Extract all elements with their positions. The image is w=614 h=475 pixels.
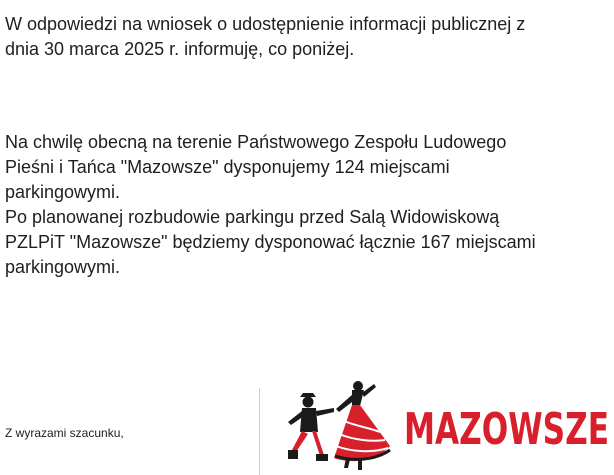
intro-paragraph bbox=[5, 12, 525, 62]
closing-salutation: Z wyrazami szacunku, bbox=[5, 426, 124, 440]
parking-info-paragraph bbox=[5, 130, 536, 280]
parking-info-line: Po planowanej rozbudowie parkingu przed Salą Widowiskową bbox=[5, 207, 500, 227]
parking-info-line: Pieśni i Tańca "Mazowsze" dysponujemy 124 miejscami bbox=[5, 157, 450, 177]
intro-line: W odpowiedzi na wniosek o udostępnienie informacji publicznej z bbox=[5, 14, 526, 34]
signature-divider bbox=[259, 388, 260, 475]
intro-line: dnia 30 marca 2025 r. informuję, co poniżej. bbox=[5, 39, 355, 59]
logo-wordmark: MAZOWSZE bbox=[404, 404, 609, 455]
parking-info-line: PZLPiT "Mazowsze" będziemy dysponować łącznie 167 miejscami bbox=[5, 232, 536, 252]
mazowsze-logo bbox=[272, 376, 612, 475]
parking-info-line: Na chwilę obecną na terenie Państwowego Zespołu Ludowego bbox=[5, 132, 507, 152]
parking-info-line: parkingowymi. bbox=[5, 257, 121, 277]
parking-info-line: parkingowymi. bbox=[5, 182, 121, 202]
dancing-couple-icon bbox=[288, 381, 390, 470]
